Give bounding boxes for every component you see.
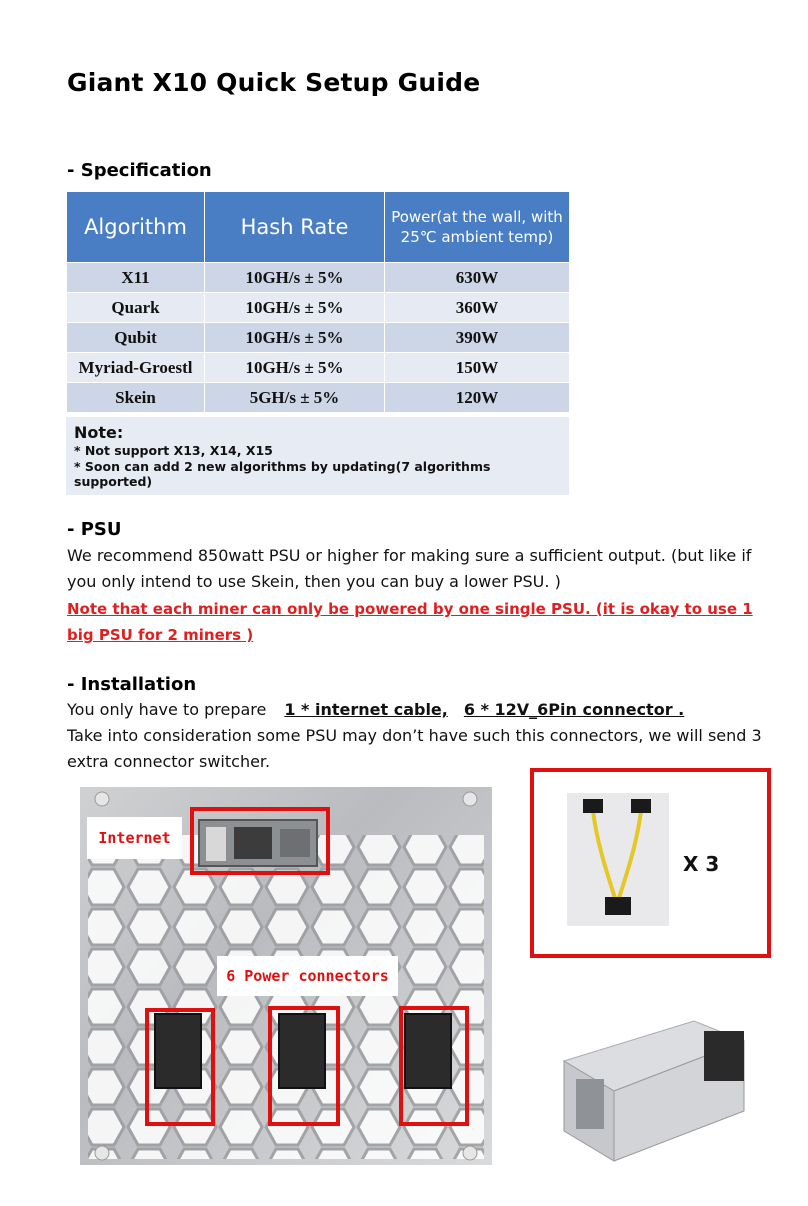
power-connector-highlight-box xyxy=(399,1006,469,1126)
note-line: * Soon can add 2 new algorithms by updating(7 algorithms supported) xyxy=(74,459,491,489)
cell-power: 150W xyxy=(385,353,570,383)
cell-hash-rate: 10GH/s ± 5% xyxy=(205,293,385,323)
cell-hash-rate: 5GH/s ± 5% xyxy=(205,383,385,413)
table-row xyxy=(67,323,570,353)
miner-unit-photo xyxy=(554,1001,759,1167)
table-row xyxy=(67,353,570,383)
connector-item: 6 * 12V_6Pin connector . xyxy=(463,700,685,719)
psu-warning-note: Note that each miner can only be powered by one single PSU. (it is okay to use 1 big PSU for 2 miners ) xyxy=(67,600,753,644)
psu-text: We recommend 850watt PSU or higher for making sure a sufficient output. (but like if you only intend to use Skein, then you can buy a lower PSU. ) xyxy=(67,546,752,591)
col-header-hash-rate: Hash Rate xyxy=(205,192,385,263)
cell-algorithm: Qubit xyxy=(67,323,205,353)
cell-hash-rate: 10GH/s ± 5% xyxy=(205,323,385,353)
cell-power: 390W xyxy=(385,323,570,353)
cell-algorithm: Quark xyxy=(67,293,205,323)
consideration-text: Take into consideration some PSU may don’t have such this connectors, we will send 3 extra connector switcher. xyxy=(67,726,762,771)
internet-label: Internet xyxy=(87,817,182,859)
table-row xyxy=(67,293,570,323)
cell-hash-rate: 10GH/s ± 5% xyxy=(205,353,385,383)
prepare-line xyxy=(67,697,684,723)
specification-heading: - Specification xyxy=(67,160,212,181)
psu-heading: - PSU xyxy=(67,519,122,540)
table-row xyxy=(67,263,570,293)
cell-power: 360W xyxy=(385,293,570,323)
cell-algorithm: Skein xyxy=(67,383,205,413)
spec-header-row xyxy=(67,192,570,263)
spec-table xyxy=(66,191,570,413)
note-title: Note: xyxy=(74,423,124,442)
spec-note-box xyxy=(66,417,569,495)
power-connector-highlight-box xyxy=(145,1008,215,1126)
cell-algorithm: X11 xyxy=(67,263,205,293)
miner-device-icon xyxy=(554,1001,759,1167)
cell-power: 630W xyxy=(385,263,570,293)
cell-hash-rate: 10GH/s ± 5% xyxy=(205,263,385,293)
col-header-algorithm: Algorithm xyxy=(67,192,205,263)
internet-cable-item: 1 * internet cable, xyxy=(284,700,448,719)
note-line: * Not support X13, X14, X15 xyxy=(74,443,273,458)
col-header-power: Power(at the wall, with 25℃ ambient temp) xyxy=(385,192,570,263)
prepare-prefix: You only have to prepare xyxy=(67,700,267,719)
cell-power: 120W xyxy=(385,383,570,413)
installation-heading: - Installation xyxy=(67,674,197,695)
power-connector-highlight-box xyxy=(268,1006,340,1126)
cable-icon xyxy=(567,793,669,926)
power-connectors-label: 6 Power connectors xyxy=(217,956,398,996)
quantity-label: X 3 xyxy=(683,852,720,876)
cell-algorithm: Myriad-Groestl xyxy=(67,353,205,383)
table-row xyxy=(67,383,570,413)
internet-highlight-box xyxy=(190,807,330,875)
connector-cable-photo xyxy=(567,793,669,926)
page-title: Giant X10 Quick Setup Guide xyxy=(67,68,481,97)
